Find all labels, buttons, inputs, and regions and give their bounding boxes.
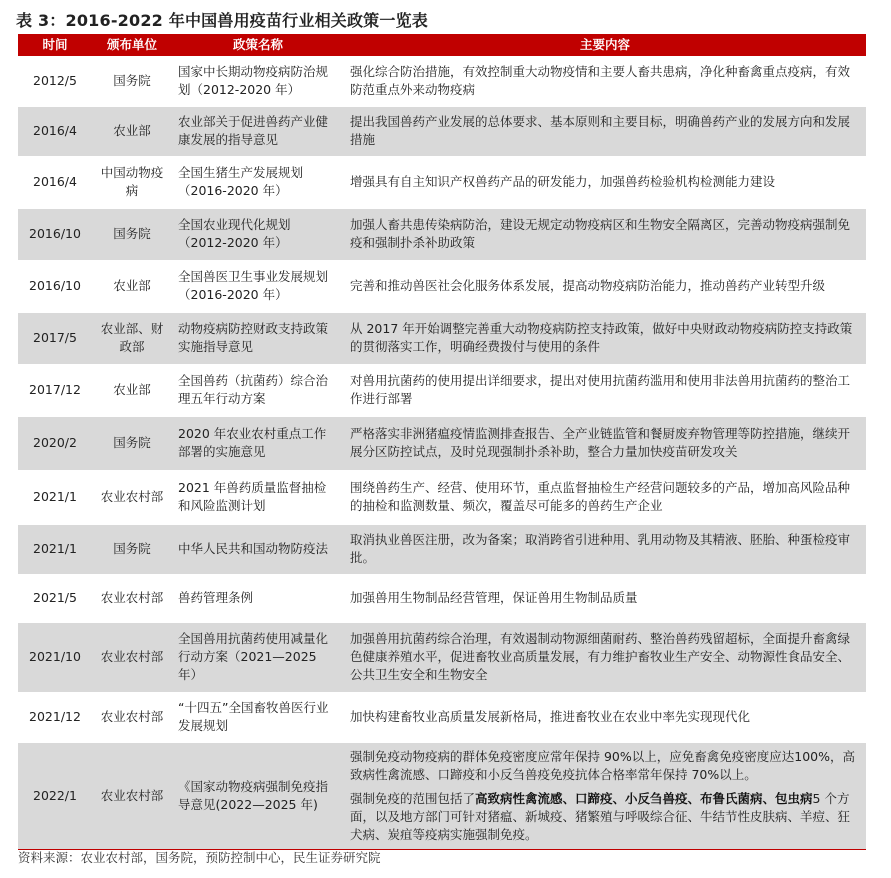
cell-org: 农业部 (92, 364, 172, 416)
content-paragraph-2 (350, 790, 860, 844)
content-text: 强制免疫的范围包括了 (350, 790, 476, 806)
cell-policy-name: 《国家动物疫病强制免疫指导意见(2022—2025 年) (172, 742, 344, 849)
cell-org: 农业农村部 (92, 574, 172, 622)
cell-policy-name: 国家中长期动物疫病防治规划（2012-2020 年） (172, 56, 344, 106)
cell-content: 加强人畜共患传染病防治，建设无规定动物疫病区和生物安全隔离区，完善动物疫病强制免疫和强制扑杀补助政策 (344, 208, 866, 260)
cell-policy-name: 全国生猪生产发展规划（2016-2020 年） (172, 156, 344, 208)
cell-content: 严格落实非洲猪瘟疫情监测排查报告、全产业链监管和餐厨废弃物管理等防控措施，继续开展分区防控试点，及时兑现强制扑杀补助，整合力量加快疫苗研发攻关 (344, 416, 866, 470)
table-row (18, 106, 866, 156)
cell-org: 国务院 (92, 524, 172, 574)
cell-time: 2021/12 (18, 692, 92, 742)
table-title: 表 3：2016-2022 年中国兽用疫苗行业相关政策一览表 (16, 11, 428, 30)
cell-content: 围绕兽药生产、经营、使用环节，重点监督抽检生产经营问题较多的产品，增加高风险品种的抽检和监测数量、频次，覆盖尽可能多的兽药生产企业 (344, 470, 866, 524)
table-row (18, 622, 866, 692)
cell-org: 农业部 (92, 260, 172, 312)
cell-content: 加强兽用抗菌药综合治理，有效遏制动物源细菌耐药、整治兽药残留超标，全面提升畜禽绿色健康养殖水平，促进畜牧业高质量发展，有力维护畜牧业生产安全、动物源性食品安全、公共卫生安全和生物安全 (344, 622, 866, 692)
cell-time: 2016/10 (18, 260, 92, 312)
cell-time: 2016/4 (18, 106, 92, 156)
cell-content: 加强兽用生物制品经营管理，保证兽用生物制品质量 (344, 574, 866, 622)
table-row (18, 416, 866, 470)
table-row (18, 208, 866, 260)
table-row (18, 156, 866, 208)
table-row (18, 470, 866, 524)
cell-policy-name: 2021 年兽药质量监督抽检和风险监测计划 (172, 470, 344, 524)
table-header-row (18, 34, 866, 56)
cell-policy-name: 全国农业现代化规划（2012-2020 年） (172, 208, 344, 260)
header-time: 时间 (18, 34, 92, 56)
cell-policy-name: 农业部关于促进兽药产业健康发展的指导意见 (172, 106, 344, 156)
cell-policy-name: “十四五”全国畜牧兽医行业发展规划 (172, 692, 344, 742)
cell-time: 2021/1 (18, 524, 92, 574)
cell-policy-name: 兽药管理条例 (172, 574, 344, 622)
cell-org: 国务院 (92, 56, 172, 106)
cell-policy-name: 全国兽医卫生事业发展规划（2016-2020 年） (172, 260, 344, 312)
cell-time: 2017/5 (18, 312, 92, 364)
cell-content (344, 742, 866, 849)
cell-content: 取消执业兽医注册，改为备案；取消跨省引进种用、乳用动物及其精液、胚胎、种蛋检疫审批。 (344, 524, 866, 574)
cell-time: 2016/4 (18, 156, 92, 208)
cell-org: 国务院 (92, 416, 172, 470)
cell-time: 2017/12 (18, 364, 92, 416)
table-row (18, 692, 866, 742)
cell-org: 农业部 (92, 106, 172, 156)
cell-org: 农业农村部 (92, 692, 172, 742)
cell-time: 2021/1 (18, 470, 92, 524)
policy-table (18, 34, 866, 850)
table-row (18, 574, 866, 622)
table-row (18, 260, 866, 312)
content-paragraph-1: 强制免疫动物疫病的群体免疫密度应常年保持 90%以上，应免畜禽免疫密度应达100%，高致病性禽流感、口蹄疫和小反刍兽疫免疫抗体合格率常年保持 70%以上。 (350, 748, 855, 782)
content-highlight: 高致病性禽流感、口蹄疫、小反刍兽疫、布鲁氏菌病、包虫病 (475, 790, 813, 806)
cell-content: 强化综合防治措施，有效控制重大动物疫情和主要人畜共患病，净化种畜禽重点疫病，有效防范重点外来动物疫病 (344, 56, 866, 106)
cell-content: 从 2017 年开始调整完善重大动物疫病防控支持政策，做好中央财政动物疫病防控支持政策的贯彻落实工作，明确经费拨付与使用的条件 (344, 312, 866, 364)
cell-time: 2020/2 (18, 416, 92, 470)
header-name: 政策名称 (172, 34, 344, 56)
cell-org: 农业部、财政部 (92, 312, 172, 364)
table-row (18, 56, 866, 106)
cell-time: 2021/5 (18, 574, 92, 622)
cell-time: 2016/10 (18, 208, 92, 260)
cell-content: 加快构建畜牧业高质量发展新格局，推进畜牧业在农业中率先实现现代化 (344, 692, 866, 742)
cell-content: 增强具有自主知识产权兽药产品的研发能力，加强兽药检验机构检测能力建设 (344, 156, 866, 208)
cell-policy-name: 中华人民共和国动物防疫法 (172, 524, 344, 574)
cell-org: 中国动物疫病 (92, 156, 172, 208)
cell-org: 国务院 (92, 208, 172, 260)
table-row (18, 312, 866, 364)
cell-content: 完善和推动兽医社会化服务体系发展，提高动物疫病防治能力，推动兽药产业转型升级 (344, 260, 866, 312)
table-row (18, 742, 866, 849)
cell-content: 提出我国兽药产业发展的总体要求、基本原则和主要目标，明确兽药产业的发展方向和发展措施 (344, 106, 866, 156)
cell-org: 农业农村部 (92, 622, 172, 692)
cell-org: 农业农村部 (92, 470, 172, 524)
cell-policy-name: 全国兽用抗菌药使用减量化行动方案（2021—2025 年） (172, 622, 344, 692)
cell-org: 农业农村部 (92, 742, 172, 849)
cell-time: 2021/10 (18, 622, 92, 692)
content-text: 5 个方面，以及地方部门可针对猪瘟、新城疫、猪繁殖与呼吸综合征、牛结节性皮肤病、羊痘、狂犬病、炭疽等疫病实施强制免疫。 (350, 790, 851, 842)
source-note: 资料来源：农业农村部，国务院，预防控制中心，民生证券研究院 (18, 850, 381, 865)
table-row (18, 364, 866, 416)
cell-policy-name: 全国兽药（抗菌药）综合治理五年行动方案 (172, 364, 344, 416)
header-content: 主要内容 (344, 34, 866, 56)
cell-policy-name: 2020 年农业农村重点工作部署的实施意见 (172, 416, 344, 470)
table-row (18, 524, 866, 574)
cell-time: 2012/5 (18, 56, 92, 106)
header-org: 颁布单位 (92, 34, 172, 56)
cell-time: 2022/1 (18, 742, 92, 849)
cell-content: 对兽用抗菌药的使用提出详细要求，提出对使用抗菌药滥用和使用非法兽用抗菌药的整治工作进行部署 (344, 364, 866, 416)
cell-policy-name: 动物疫病防控财政支持政策实施指导意见 (172, 312, 344, 364)
